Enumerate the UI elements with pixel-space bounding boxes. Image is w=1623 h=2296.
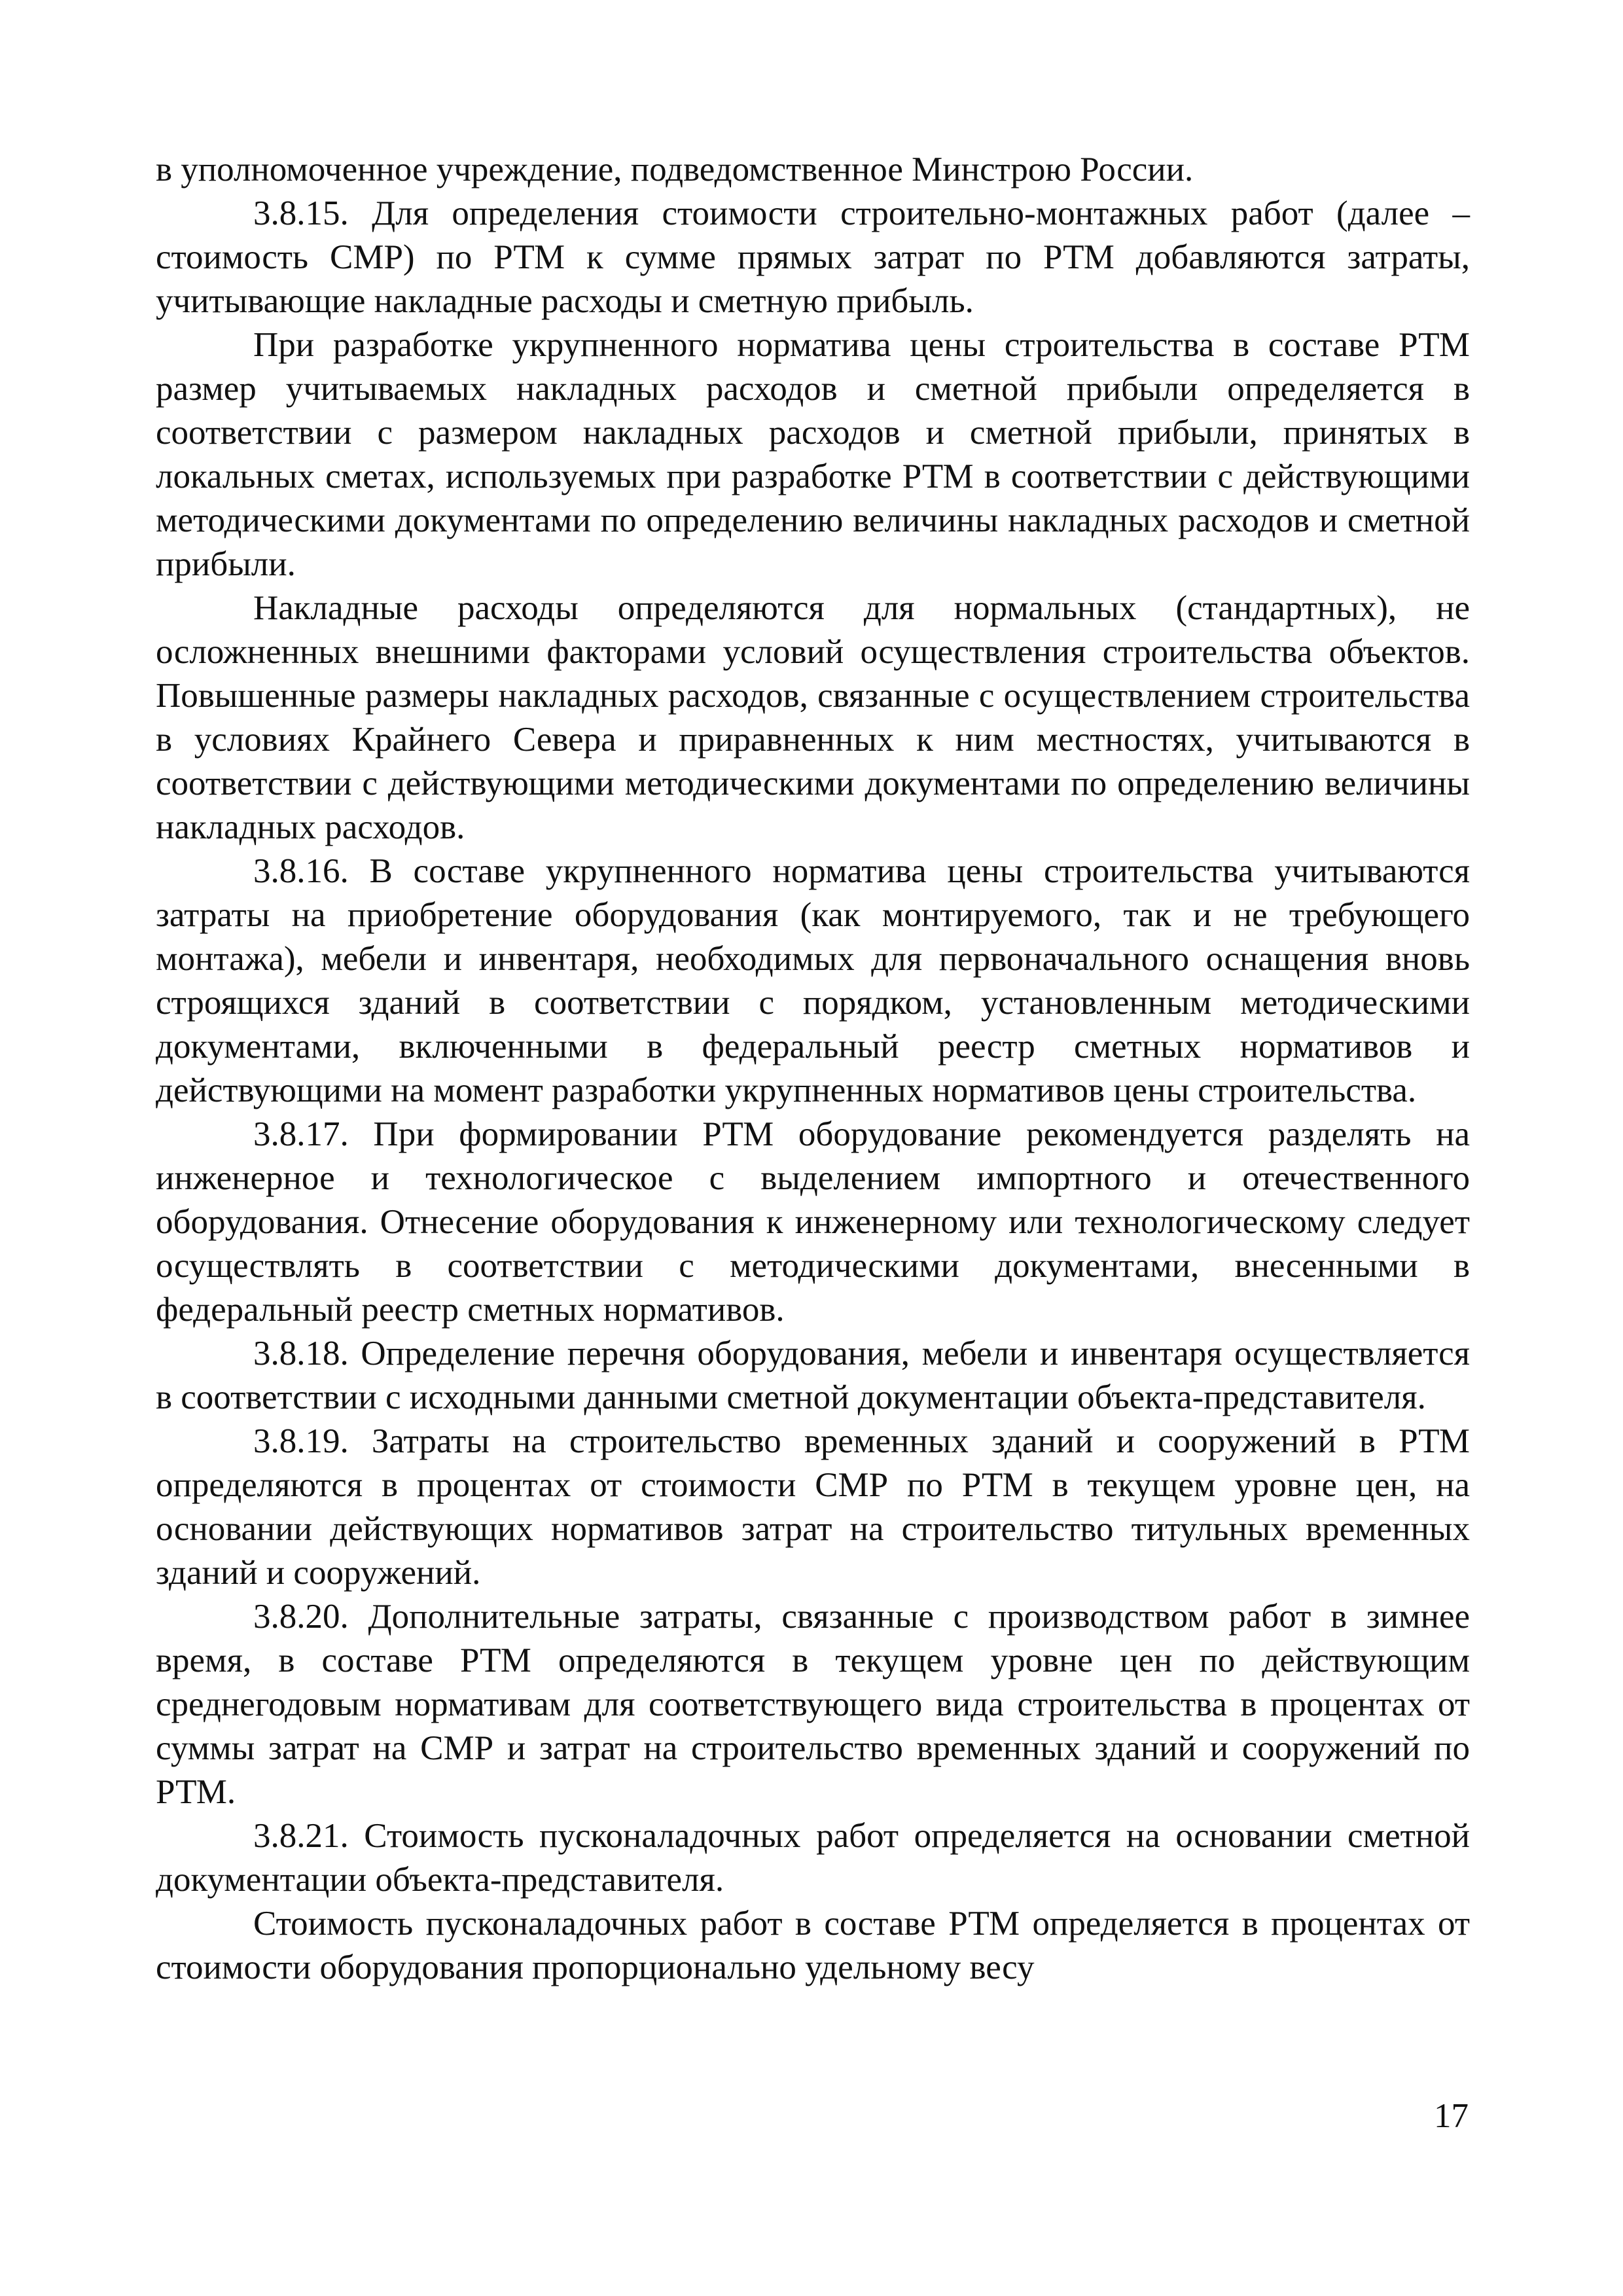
paragraph-3-8-19: 3.8.19. Затраты на строительство временных зданий и сооружений в РТМ определяются в процентах от стоимости СМР по РТМ в текущем уровне цен, на основании действующих нормативов затрат на строительство титульных временных зданий и сооружений. <box>156 1422 1470 1592</box>
paragraph-3-8-17: 3.8.17. При формировании РТМ оборудование рекомендуется разделять на инженерное и технологическое с выделением импортного и отечественного оборудования. Отнесение оборудования к инженерному или технологическому следует осуществлять в соответствии с методическими документами, внесенными в федеральный реестр сметных нормативов. <box>156 1115 1470 1329</box>
paragraph-overhead-profit: При разработке укрупненного норматива цены строительства в составе РТМ размер учитываемых накладных расходов и сметной прибыли определяется в соответствии с размером накладных расходов и сметной прибыли, принятых в локальных сметах, используемых при разработке РТМ в соответствии с действующими методическими документами по определению величины накладных расходов и сметной прибыли. <box>156 326 1470 583</box>
paragraph-1: в уполномоченное учреждение, подведомственное Минстрою России. <box>156 151 1194 188</box>
paragraph-3-8-20: 3.8.20. Дополнительные затраты, связанные с производством работ в зимнее время, в составе РТМ определяются в текущем уровне цен по действующим среднегодовым нормативам для соответствующего вида строительства в процентах от суммы затрат на СМР и затрат на строительство временных зданий и сооружений по РТМ. <box>156 1598 1470 1811</box>
paragraph-overhead-conditions: Накладные расходы определяются для нормальных (стандартных), не осложненных внешними факторами условий осуществления строительства объектов. Повышенные размеры накладных расходов, связанные с осуществлением строительства в условиях Крайнего Севера и приравненных к ним местностях, учитываются в соответствии с действующими методическими документами по определению величины накладных расходов. <box>156 589 1470 846</box>
page-number: 17 <box>1434 2097 1469 2135</box>
paragraph-3-8-16: 3.8.16. В составе укрупненного норматива цены строительства учитываются затраты на приобретение оборудования (как монтируемого, так и не требующего монтажа), мебели и инвентаря, необходимых для первоначального оснащения вновь строящихся зданий в соответствии с порядком, установленным методическими документами, включенными в федеральный реестр сметных нормативов и действующими на момент разработки укрупненных нормативов цены строительства. <box>156 852 1470 1109</box>
paragraph-3-8-18: 3.8.18. Определение перечня оборудования, мебели и инвентаря осуществляется в соответствии с исходными данными сметной документации объекта-представителя. <box>156 1335 1470 1416</box>
paragraph-3-8-15: 3.8.15. Для определения стоимости строительно-монтажных работ (далее – стоимость СМР) по РТМ к сумме прямых затрат по РТМ добавляются затраты, учитывающие накладные расходы и сметную прибыль. <box>156 194 1470 320</box>
paragraph-3-8-21: 3.8.21. Стоимость пусконаладочных работ определяется на основании сметной документации объекта-представителя. <box>156 1817 1470 1899</box>
paragraph-commissioning-cost: Стоимость пусконаладочных работ в составе РТМ определяется в процентах от стоимости оборудования пропорционально удельному весу <box>156 1905 1470 1986</box>
document-body <box>156 148 1470 1990</box>
